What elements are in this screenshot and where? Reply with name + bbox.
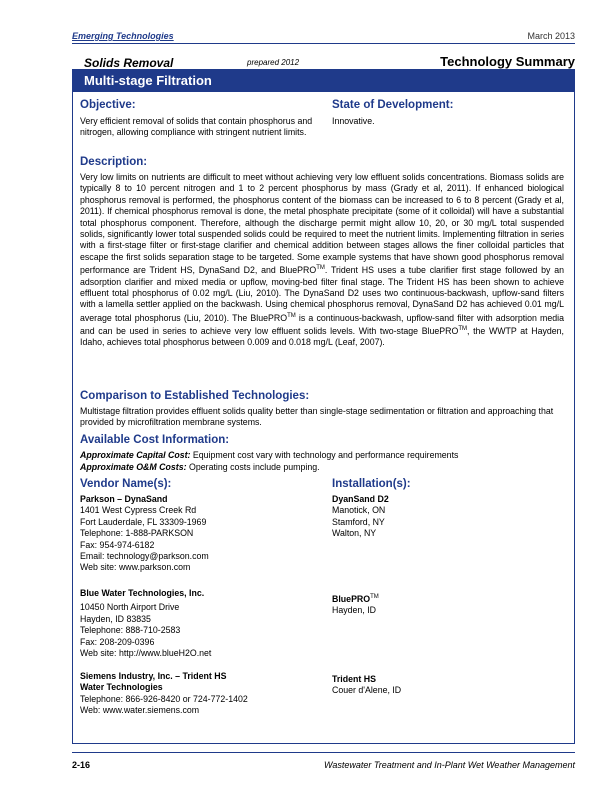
state-heading: State of Development: (332, 99, 454, 111)
install-bluepro: BluePRO™ Hayden, ID (332, 593, 379, 616)
om-cost: Approximate O&M Costs: Operating costs include pumping. (80, 462, 320, 472)
install-trident: Trident HS Couer d'Alene, ID (332, 674, 402, 696)
capital-cost: Approximate Capital Cost: Equipment cost vary with technology and performance requirements (80, 450, 459, 460)
description-text: Very low limits on nutrients are difficult to meet without achieving very low effluent solids concentrations. Biomass solids are typically 8 to 10 percent nitrogen and 1 to 2 percent phosphorus by mass (Grady et al, 2011). If enhanced biological phosphorus removal is performed, the phosphorus content of the biomass can be increased to 6 to 8 percent (Grady et al, 2011). If chemical phosphorus removal is done, the metal phosphate precipitate (some of it colloidal) will have a substantial total phosphorus component. Therefore, although the discharge permit might allow 10, 20, or 30 mg/L total suspended solids, significantly lower total suspended solids could be required to meet the nutrient limits. Implementing filtration in series with a first-stage filter or first-stage clarifier and chemical addition between stages allows the finer colloidal particles that escape the first solids separation stage to be targeted. Some example systems that have shown good phosphorus removal performance are Trident HS, DynaSand D2, and BluePRO™. Trident HS uses a tube clarifier first stage followed by an adsorption clarifier and mixed media or upflow, moving-bed filter final stage. The Trident HS has been shown to achieve effluent total phosphorus of 0.02 mg/L (Liu, 2010). The DynaSand D2 uses two continuous-backwash, upflow-sand filters with a lamella settler applied on the backwash. Using chemical phosphorus removal, DynaSand D2 has achieved 0.01 mg/L average total phosphorus (Liu, 2010). The BluePRO™ is a continuous-backwash, upflow-sand filter with adsorption media and can be used in series to achieve very low effluent solids levels. With two-stage BluePRO™, the WWTP at Hayden, Idaho, achieves total phosphorus between 0.009 and 0.018 mg/L (Leaf, 2007). (80, 172, 565, 348)
vendor-siemens: Siemens Industry, Inc. – Trident HS Water Technologies Telephone: 866-926-8420 or 724-772-1402 Web: www.water.siemens.com (80, 671, 248, 716)
footer-title: Wastewater Treatment and In-Plant Wet Weather Management (324, 760, 575, 770)
header-date: March 2013 (527, 31, 575, 41)
vendor-bluewater: Blue Water Technologies, Inc. 10450 North Airport Drive Hayden, ID 83835 Telephone: 888-710-2583 Fax: 208-209-0396 Web site: http://www.blueH2O.net (80, 588, 212, 659)
installations-heading: Installation(s): (332, 478, 411, 490)
footer-rule (72, 752, 575, 753)
banner-title: Multi-stage Filtration (84, 73, 212, 88)
vendor-parkson: Parkson – DynaSand 1401 West Cypress Creek Rd Fort Lauderdale, FL 33309-1969 Telephone: 1-888-PARKSON Fax: 954-974-6182 Email: technology@parkson.com Web site: www.parkson.com (80, 494, 209, 573)
category-title: Solids Removal (84, 56, 174, 70)
state-text: Innovative. (332, 116, 375, 126)
comparison-heading: Comparison to Established Technologies: (80, 390, 310, 402)
header-left: Emerging Technologies (72, 31, 174, 41)
header-rule (72, 43, 575, 44)
cost-heading: Available Cost Information: (80, 434, 230, 446)
description-heading: Description: (80, 156, 148, 168)
vendors-heading: Vendor Name(s): (80, 478, 172, 490)
page-number: 2-16 (72, 760, 91, 770)
install-dynasand: DyanSand D2 Manotick, ON Stamford, NY Walton, NY (332, 494, 389, 539)
objective-heading: Objective: (80, 99, 136, 111)
prepared-date: prepared 2012 (247, 58, 300, 67)
objective-text: Very efficient removal of solids that contain phosphorus and nitrogen, allowing compliance with stringent nutrient limits. (80, 116, 313, 138)
comparison-text: Multistage filtration provides effluent solids quality better than single-stage sedimentation or filtration and approaching that provided by microfiltration membrane systems. (80, 406, 554, 428)
summary-title: Technology Summary (440, 54, 575, 69)
